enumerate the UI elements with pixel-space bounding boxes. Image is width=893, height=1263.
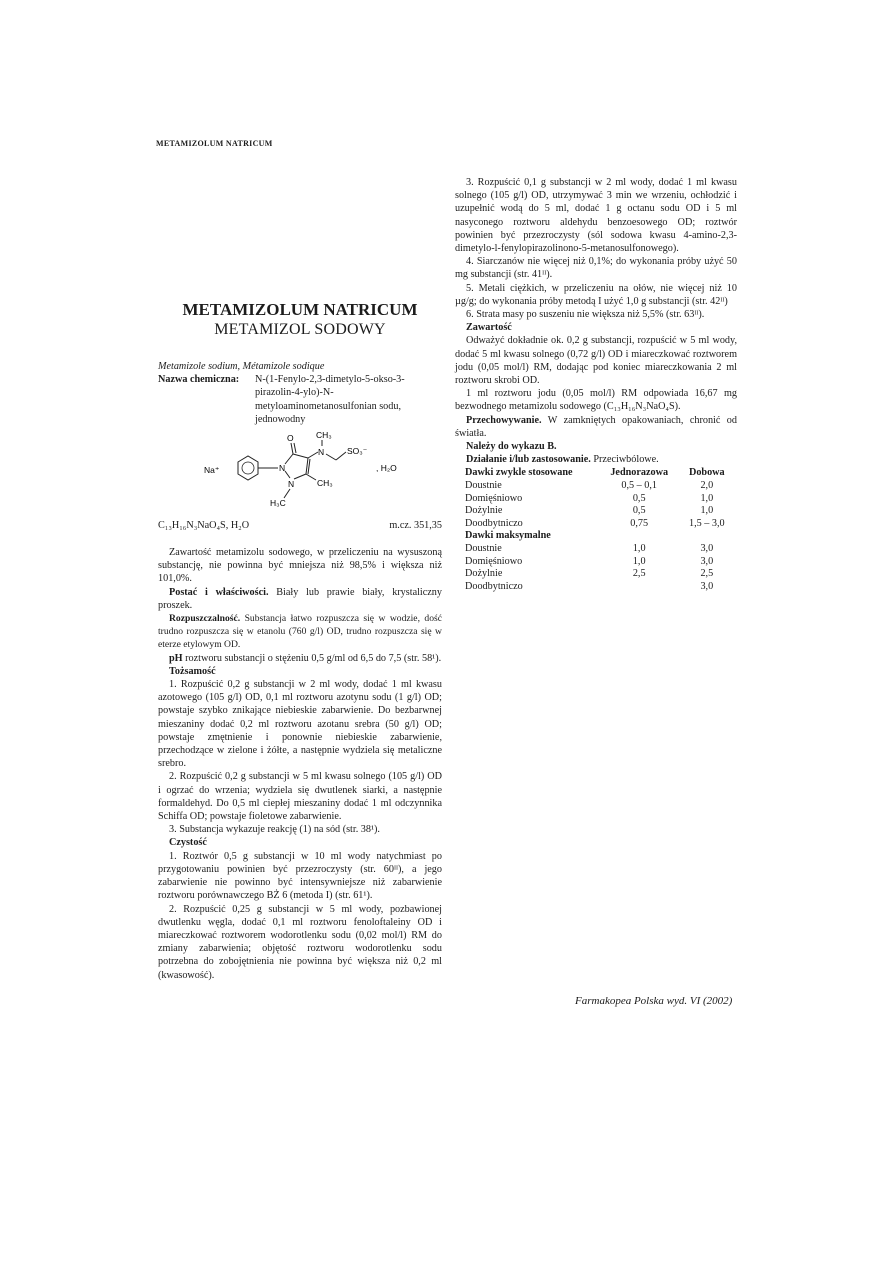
ring-bond-1 [285, 454, 293, 464]
ph-text: roztworu substancji o stężeniu 0,5 g/ml od 6,5 do 7,5 (str. 58¹). [182, 652, 442, 664]
identification-heading: Tożsamość [169, 665, 216, 677]
route-cell: Dożylnie [465, 505, 503, 517]
structure-diagram [198, 432, 428, 510]
list-b-note: Należy do wykazu B. [466, 441, 557, 453]
ring-bond-5 [285, 471, 290, 478]
single-dose-cell: 0,75 [630, 517, 649, 529]
identification-3: 3. Substancja wykazuje reakcję (1) na sód (str. 38¹). [169, 824, 380, 836]
daily-dose-cell: 3,0 [700, 580, 714, 592]
single-dose-cell: 0,5 – 0,1 [621, 480, 658, 492]
single-dose-cell: 0,5 [632, 492, 646, 504]
oxygen-label: O [287, 433, 294, 444]
single-dose-cell: 0,5 [632, 505, 646, 517]
daily-dose-cell: 1,0 [700, 492, 714, 504]
carbonyl-double-bond [294, 443, 296, 453]
max-doses-header-row [455, 530, 737, 543]
ch3-upper-label: CH₃ [316, 432, 332, 441]
daily-dose-header: Dobowa [688, 467, 725, 479]
table-row [455, 505, 737, 518]
solubility-paragraph [158, 612, 442, 652]
solubility-text: Substancja łatwo rozpuszcza się w wodzie, dość trudno rozpuszcza się w etanolu (760 g/l) OD, trudno rozpuszcza się w eterze etylowym OD. [158, 613, 442, 651]
route-cell: Doodbytniczo [465, 580, 523, 592]
storage-label: Przechowywanie. [466, 414, 542, 426]
h3c-label: H₃C [270, 498, 286, 509]
ch2-bond-1 [326, 454, 336, 460]
daily-dose-cell: 3,0 [700, 555, 714, 567]
dose-table-header [455, 467, 737, 480]
characters-paragraph [158, 586, 442, 612]
ph-paragraph [158, 652, 442, 665]
daily-dose-cell: 2,5 [700, 568, 714, 580]
route-cell: Dożylnie [465, 568, 503, 580]
c-methyl-bond [306, 474, 316, 480]
table-row [455, 543, 737, 556]
route-cell: Doustnie [465, 543, 502, 555]
chemical-name-value: N-(1-Fenylo-2,3-dimetylo-5-okso-3-pirazolin-4-ylo)-N-metyloaminometanosulfonian sodu, jednowodny [255, 374, 405, 425]
purity-6: 6. Strata masy po suszeniu nie większa niż 5,5% (str. 63ᴵᴵ). [466, 309, 705, 321]
monograph-title-polish: METAMIZOL SODOWY [214, 321, 386, 338]
usual-doses-heading: Dawki zwykle stosowane [465, 467, 573, 479]
molar-mass: m.cz. 351,35 [389, 520, 442, 532]
single-dose-cell: 2,5 [632, 568, 646, 580]
benzene-ring [238, 456, 258, 480]
left-column [158, 300, 442, 982]
daily-dose-cell: 1,5 – 3,0 [688, 517, 725, 529]
action-text: Przeciwbólowe. [590, 454, 659, 466]
table-row [455, 493, 737, 506]
max-doses-heading: Dawki maksymalne [465, 530, 551, 542]
storage-paragraph [455, 414, 737, 440]
solubility-label: Rozpuszczalność. [169, 613, 241, 625]
action-paragraph [455, 453, 737, 466]
route-cell: Domięśniowo [465, 555, 523, 567]
route-cell: Domięśniowo [465, 492, 523, 504]
purity-1: 1. Roztwór 0,5 g substancji w 10 ml wody natychmiast po przygotowaniu powinien być przezroczysty (str. 60ᴵᴵ), a jego zabarwienie nie powinno być intensywniejsze niż zabarwienie roztworu porównawczego BŻ 6 (metoda I) (str. 61¹). [158, 850, 442, 902]
ring-double-bond [308, 459, 310, 474]
amine-bond [308, 452, 318, 458]
purity-3: 3. Rozpuścić 0,1 g substancji w 2 ml wody, dodać 1 ml kwasu solnego (105 g/l) OD, utrzymywać 3 min we wrzeniu, ochłodzić i uzupełnić wodą do 5 ml, dodać 1 g octanu sodu OD i 5 ml nasyconego roztworu aldehydu benzoesowego OD; roztwór powinien być przezroczysty (sól sodowa kwasu 4-amino-2,3-dimetylo-l-fenylopirazolinono-5-metanosulfonowego). [455, 177, 737, 255]
assay-1: Odważyć dokładnie ok. 0,2 g substancji, rozpuścić w 5 ml wody, dodać 5 ml kwasu solnego (0,72 g/l) OD i miareczkować roztworem jodu (0,05 mol/l) RM, dodając pod koniec miareczkowania 2 ml roztworu skrobi OD. [455, 335, 737, 387]
purity-4: 4. Siarczanów nie więcej niż 0,1%; do wykonania próby użyć 50 mg substancji (str. 41ᴵᴵ). [455, 256, 737, 281]
ph-label: pH [169, 652, 183, 664]
table-row [455, 480, 737, 493]
ring-bond-2 [293, 454, 308, 458]
route-cell: Doustnie [465, 480, 502, 492]
table-row [455, 581, 737, 594]
n1-label: N [279, 463, 286, 474]
formula-row [158, 519, 442, 532]
daily-dose-cell: 1,0 [700, 505, 714, 517]
identification-1: 1. Rozpuścić 0,2 g substancji w 2 ml wody, dodać 1 ml kwasu azotowego (105 g/l) OD, 0,1 ml roztworu azotynu sodu (1 g/l) OD; powstaje szybko znikające niebieskie zabarwienie. Do bezbarwnej mieszaniny dodać 0,2 ml roztworu azotanu srebra (50 g/l) OD; powstaje zmętnienie i ponownie niebieskie zabarwienie, przechodzące w zielone i żółte, a następnie wydziela się metaliczne srebro. [158, 679, 442, 770]
identification-2: 2. Rozpuścić 0,2 g substancji w 5 ml kwasu solnego (105 g/l) OD i ogrzać do wrzenia; wydziela się dwutlenek siarki, a następnie formaldehyd. Do 0,5 ml ciepłej mieszaniny dodać 1 ml odczynnika Schiffa OD; powstaje fioletowe zabarwienie. [158, 771, 442, 823]
chemical-name-row [158, 373, 442, 426]
hydrate-label: , H₂O [376, 463, 397, 474]
assay-heading: Zawartość [466, 322, 512, 334]
purity-heading: Czystość [169, 837, 207, 849]
page-footer: Farmakopea Polska wyd. VI (2002) [575, 995, 733, 1007]
storage-text: W zamkniętych opakowaniach, chronić od światła. [455, 414, 737, 439]
assay-2: 1 ml roztworu jodu (0,05 mol/l) RM odpowiada 16,67 mg bezwodnego metamizolu sodowego (C₁₃H₁₆N₃NaO₄S). [455, 388, 737, 413]
characters-label: Postać i właściwości. [169, 586, 269, 598]
synonyms: Metamizole sodium, Métamizole sodique [158, 361, 325, 372]
so3-label: SO₃⁻ [347, 446, 368, 457]
table-row [455, 568, 737, 581]
molecular-formula: C₁₃H₁₆N₃NaO₄S, H₂O [158, 520, 250, 532]
na-label: Na⁺ [204, 465, 220, 476]
characters-text: Biały lub prawie biały, krystaliczny proszek. [158, 586, 442, 611]
purity-2: 2. Rozpuścić 0,25 g substancji w 5 ml wody, pozbawionej dwutlenku węgla, dodać 0,1 ml roztworu fenoloftaleiny OD i miareczkować roztworem wodorotlenku sodu (0,02 mol/l) RM do zmiany zabarwienia; objętość roztworu wodorotlenku sodu potrzebna do zobojętnienia nie powinna być większa niż 0,2 ml (kwasowość). [158, 903, 442, 981]
carbonyl-bond [291, 443, 293, 454]
dose-table [455, 467, 737, 593]
daily-dose-cell: 2,0 [700, 480, 714, 492]
n3-label: N [318, 447, 325, 458]
action-label: Działanie i/lub zastosowanie. [466, 454, 591, 466]
chemical-structure [198, 432, 442, 515]
chemical-name-label: Nazwa chemiczna: [158, 374, 240, 386]
single-dose-cell [602, 581, 677, 594]
ch3-lower-label: CH₃ [317, 478, 333, 489]
daily-dose-cell: 3,0 [700, 543, 714, 555]
n2-label: N [288, 479, 295, 490]
running-head: METAMIZOLUM NATRICUM [156, 139, 273, 148]
ring-bond-4 [294, 474, 306, 479]
right-column [455, 176, 737, 593]
single-dose-header: Jednorazowa [610, 467, 669, 479]
route-cell: Doodbytniczo [465, 517, 523, 529]
purity-5: 5. Metali ciężkich, w przeliczeniu na ołów, nie więcej niż 10 µg/g; do wykonania próby metodą I użyć 1,0 g substancji (str. 42ᴵᴵ) [455, 282, 737, 307]
table-row [455, 518, 737, 531]
ring-bond-3 [306, 458, 308, 474]
single-dose-cell: 1,0 [632, 543, 646, 555]
table-row [455, 556, 737, 569]
monograph-title-latin: METAMIZOLUM NATRICUM [182, 300, 418, 319]
content-paragraph: Zawartość metamizolu sodowego, w przeliczeniu na wysuszoną substancję, nie powinna być mniejsza niż 98,5% i większa niż 101,0%. [158, 547, 442, 585]
single-dose-cell: 1,0 [632, 555, 646, 567]
benzene-aromatic-circle [242, 462, 254, 474]
n-methyl-bond [284, 489, 290, 498]
ch2-bond-2 [336, 452, 346, 460]
